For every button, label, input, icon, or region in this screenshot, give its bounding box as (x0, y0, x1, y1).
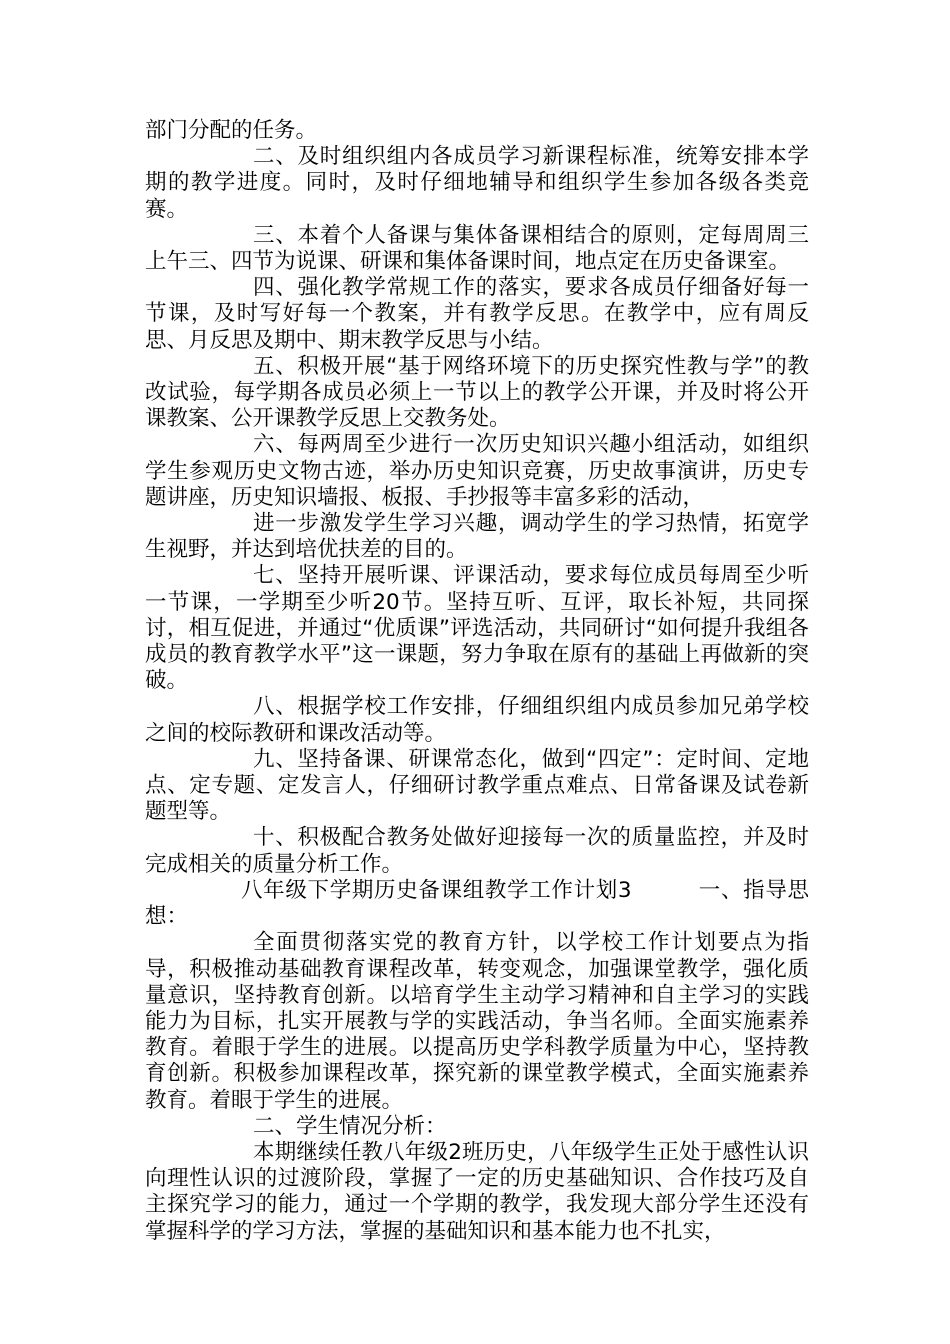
plan-3-heading: 八年级下学期历史备课组教学工作计划3 一、指导思想： (145, 877, 809, 930)
paragraph-guiding-thought: 全面贯彻落实党的教育方针，以学校工作计划要点为指导，积极推动基础教育课程改革，转变观念，加强课堂教学，强化质量意识，坚持教育创新。以培育学生主动学习精神和自主学习的实践能力为目标，扎实开展教与学的实践活动，争当名师。全面实施素养教育。着眼于学生的进展。以提高历史学科教学质量为中心，坚持教育创新。积极参加课程改革，探究新的课堂教学模式，全面实施素养教育。着眼于学生的进展。 (145, 930, 809, 1113)
paragraph-item-5: 五、积极开展“基于网络环境下的历史探究性教与学”的教改试验，每学期各成员必须上一节以上的教学公开课，并及时将公开课教案、公开课教学反思上交教务处。 (145, 353, 809, 432)
document-page (145, 118, 809, 1245)
paragraph-item-8: 八、根据学校工作安排，仔细组织组内成员参加兄弟学校之间的校际教研和课改活动等。 (145, 694, 809, 746)
paragraph-item-6-continued: 进一步激发学生学习兴趣，调动学生的学习热情，拓宽学生视野，并达到培优扶差的目的。 (145, 511, 809, 563)
paragraph-item-7: 七、坚持开展听课、评课活动，要求每位成员每周至少听一节课，一学期至少听20节。坚持互听、互评，取长补短，共同探讨，相互促进，并通过“优质课”评选活动，共同研讨“如何提升我组各成员的教育教学水平”这一课题，努力争取在原有的基础上再做新的突破。 (145, 563, 809, 694)
paragraph-item-10: 十、积极配合教务处做好迎接每一次的质量监控，并及时完成相关的质量分析工作。 (145, 825, 809, 877)
paragraph-item-2: 二、及时组织组内各成员学习新课程标准，统筹安排本学期的教学进度。同时，及时仔细地辅导和组织学生参加各级各类竞赛。 (145, 144, 809, 222)
paragraph-item-3: 三、本着个人备课与集体备课相结合的原则，定每周周三上午三、四节为说课、研课和集体备课时间，地点定在历史备课室。 (145, 222, 809, 275)
paragraph-item-9: 九、坚持备课、研课常态化，做到“四定”：定时间、定地点、定专题、定发言人，仔细研讨教学重点难点、日常备课及试卷新题型等。 (145, 746, 809, 825)
paragraph-continuation: 部门分配的任务。 (145, 118, 318, 143)
paragraph-students-analysis: 本期继续任教八年级2班历史，八年级学生正处于感性认识向理性认识的过渡阶段，掌握了一定的历史基础知识、合作技巧及自主探究学习的能力，通过一个学期的教学，我发现大部分学生还没有掌握科学的学习方法，掌握的基础知识和基本能力也不扎实， (145, 1139, 809, 1244)
paragraph-item-4: 四、强化教学常规工作的落实，要求各成员仔细备好每一节课，及时写好每一个教案，并有教学反思。在教学中，应有周反思、月反思及期中、期末教学反思与小结。 (145, 275, 809, 353)
paragraph-item-6: 六、每两周至少进行一次历史知识兴趣小组活动，如组织学生参观历史文物古迹，举办历史知识竞赛，历史故事演讲，历史专题讲座，历史知识墙报、板报、手抄报等丰富多彩的活动， (145, 432, 809, 510)
students-analysis-heading: 二、学生情况分析： (253, 1113, 447, 1139)
